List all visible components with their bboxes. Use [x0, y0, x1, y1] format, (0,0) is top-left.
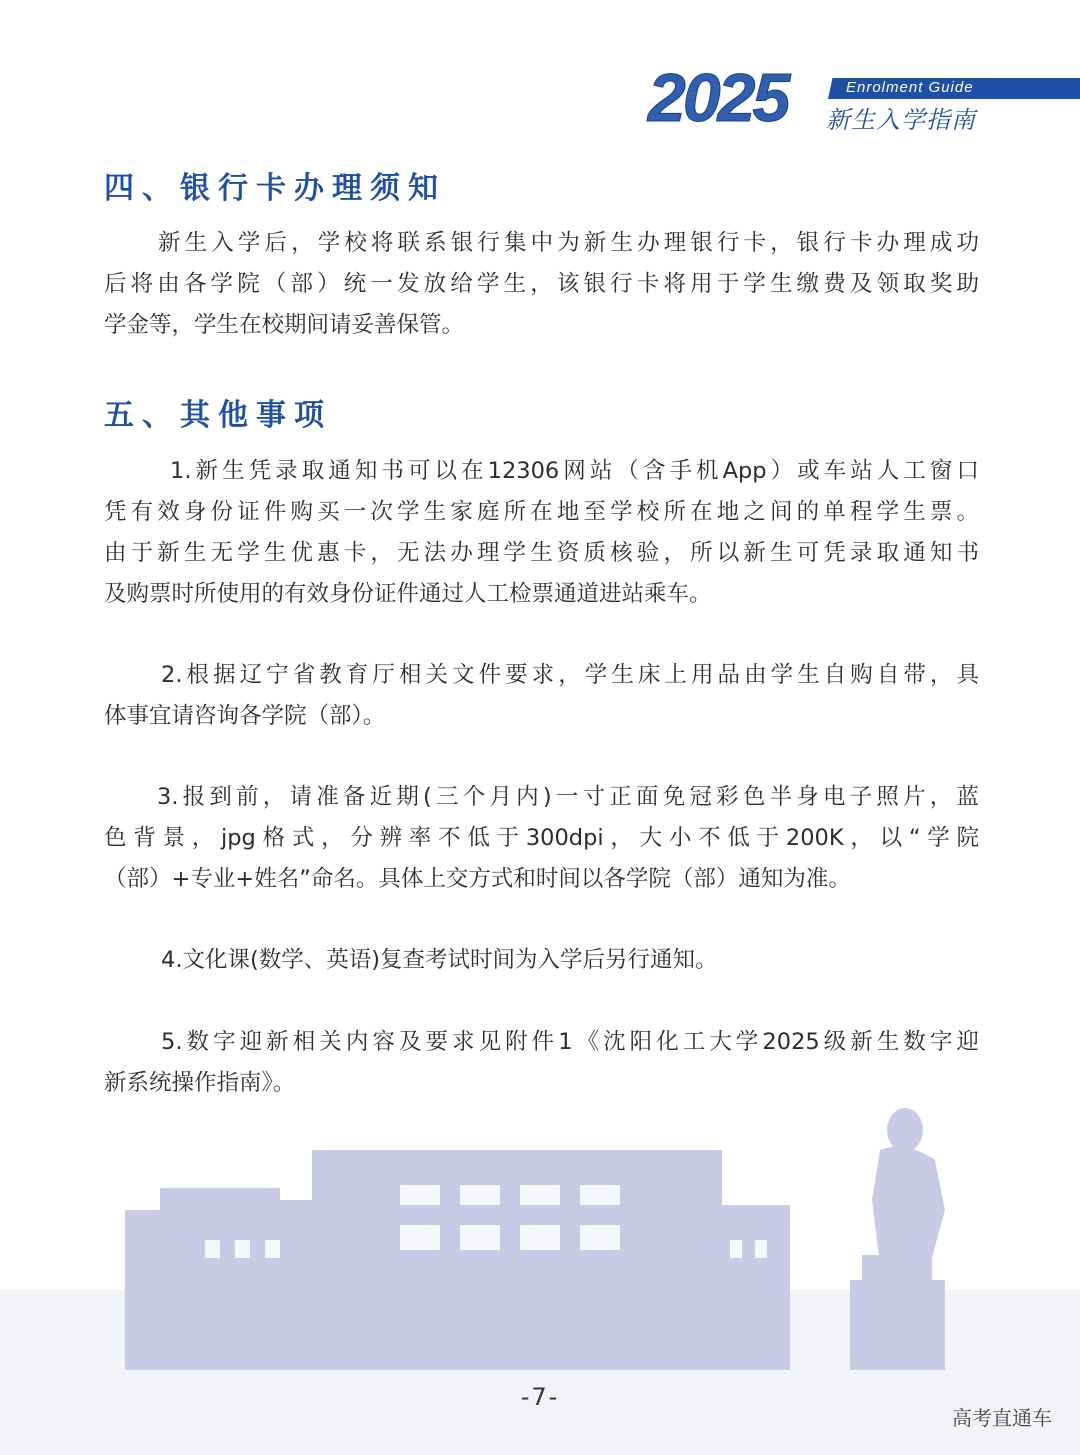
item-1 [104, 451, 979, 615]
text-line: 学金等，学生在校期间请妥善保管。 [104, 312, 465, 338]
text-line: 新系统操作指南》。 [104, 1070, 296, 1096]
logo-year: 2025 [648, 60, 788, 136]
section4-body [104, 223, 979, 346]
logo-subtitle-en: Enrolment Guide [846, 79, 974, 96]
text-line: 由于新生无学生优惠卡，无法办理学生资质核验，所以新生可凭录取通知书 [104, 540, 979, 566]
item-3 [104, 777, 979, 900]
text-line: 5.数字迎新相关内容及要求见附件1《沈阳化工大学2025级新生数字迎 [161, 1029, 979, 1055]
watermark: 高考直通车 [952, 1406, 1052, 1430]
text-line: 3.报到前，请准备近期(三个月内)一寸正面免冠彩色半身电子照片，蓝 [157, 784, 979, 810]
section4-heading: 四、银行卡办理须知 [104, 171, 446, 206]
text-line: （部）+专业+姓名”命名。具体上交方式和时间以各学院（部）通知为准。 [104, 866, 851, 892]
text-line: 新生入学后，学校将联系银行集中为新生办理银行卡，银行卡办理成功 [158, 230, 979, 256]
text-line: 4.文化课(数学、英语)复查考试时间为入学后另行通知。 [161, 947, 718, 973]
text-line: 凭有效身份证件购买一次学生家庭所在地至学校所在地之间的单程学生票。 [104, 499, 979, 525]
item-4 [104, 940, 979, 981]
text-line: 1.新生凭录取通知书可以在12306网站（含手机App）或车站人工窗口 [170, 458, 979, 484]
text-line: 色背景，jpg格式，分辨率不低于300dpi，大小不低于200K，以“学院 [104, 825, 979, 851]
page-number: -7- [520, 1383, 560, 1411]
text-line: 2.根据辽宁省教育厅相关文件要求，学生床上用品由学生自购自带，具 [161, 662, 979, 688]
enrolment-guide-logo [648, 62, 1080, 134]
logo-subtitle-cn: 新生入学指南 [826, 106, 976, 134]
item-2 [104, 655, 979, 737]
text-line: 体事宜请咨询各学院（部）。 [104, 703, 386, 729]
section5-heading: 五、其他事项 [104, 398, 332, 433]
text-line: 后将由各学院（部）统一发放给学生，该银行卡将用于学生缴费及领取奖助 [104, 271, 979, 297]
text-line: 及购票时所使用的有效身份证件通过人工检票通道进站乘车。 [104, 581, 712, 607]
